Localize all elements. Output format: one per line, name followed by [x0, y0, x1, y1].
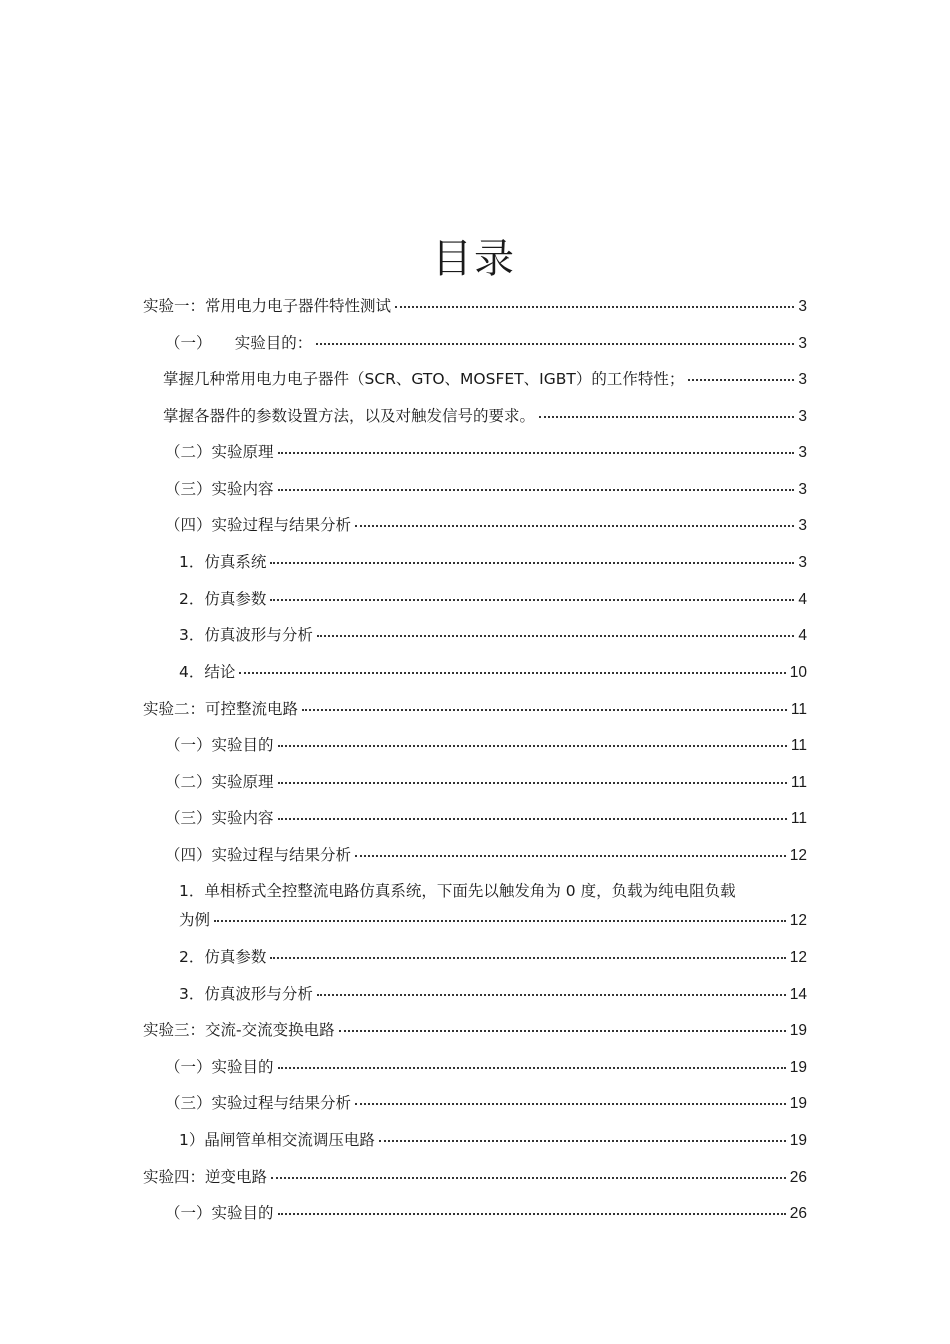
dot-leader: [317, 635, 795, 637]
toc-page-number: 3: [798, 408, 807, 425]
toc-entry[interactable]: [163, 369, 807, 390]
dot-leader: [355, 855, 786, 857]
toc-page-number: 3: [798, 554, 807, 571]
toc-page-number: 14: [789, 986, 807, 1003]
dot-leader: [278, 782, 787, 784]
dot-leader: [688, 379, 794, 381]
toc-entry-label: （二）实验原理: [165, 773, 274, 791]
toc-entry-label: （三）实验内容: [165, 809, 274, 827]
toc-page-number: 10: [789, 664, 807, 681]
toc-entry-label: 掌握几种常用电力电子器件（SCR、GTO、MOSFET、IGBT）的工作特性；: [163, 370, 685, 388]
dot-leader: [270, 562, 794, 564]
toc-entry[interactable]: [179, 625, 807, 646]
toc-page-number: 3: [798, 335, 807, 352]
toc-page-number: 12: [789, 949, 807, 966]
dot-leader: [278, 1067, 786, 1069]
toc-entry-label: 掌握各器件的参数设置方法，以及对触发信号的要求。: [163, 407, 536, 425]
toc-entry[interactable]: [163, 406, 807, 427]
toc-entry-label: （三）实验内容: [165, 480, 274, 498]
toc-entry-label: （二）实验原理: [165, 443, 274, 461]
toc-page-number: 4: [798, 627, 807, 644]
toc-entry-label: 1．单相桥式全控整流电路仿真系统，下面先以触发角为 0 度，负载为纯电阻负载: [179, 882, 736, 900]
toc-entry[interactable]: [165, 333, 807, 354]
dot-leader: [339, 1030, 786, 1032]
toc-entry-label: （一）实验目的: [165, 1204, 274, 1222]
toc-entry[interactable]: [143, 1020, 807, 1041]
toc-entry[interactable]: [143, 699, 807, 720]
dot-leader: [278, 452, 795, 454]
toc-entry-label: 2．仿真参数: [179, 590, 267, 608]
toc-page-number: 26: [789, 1205, 807, 1222]
toc-entry[interactable]: [165, 1093, 807, 1114]
toc-entry-label: 实验四：逆变电路: [143, 1168, 268, 1186]
toc-page-number: 11: [790, 810, 807, 827]
dot-leader: [317, 994, 786, 996]
toc-entry[interactable]: [165, 442, 807, 463]
dot-leader: [278, 745, 787, 747]
toc-entry[interactable]: [179, 947, 807, 968]
dot-leader: [278, 818, 787, 820]
toc-entry-first-line[interactable]: [179, 881, 807, 901]
toc-entry[interactable]: [165, 772, 807, 793]
dot-leader: [278, 489, 795, 491]
toc-page-number: 19: [789, 1095, 807, 1112]
dot-leader: [539, 416, 794, 418]
toc-entry[interactable]: [179, 984, 807, 1005]
dot-leader: [302, 709, 787, 711]
dot-leader: [355, 525, 794, 527]
toc-page-number: 11: [790, 737, 807, 754]
dot-leader: [316, 343, 794, 345]
toc-entry[interactable]: [165, 1057, 807, 1078]
toc-entry-label-continued: 为例: [179, 911, 211, 929]
dot-leader: [271, 1177, 786, 1179]
toc-page-number: 4: [798, 591, 807, 608]
toc-entry[interactable]: [165, 845, 807, 866]
toc-page-number: 12: [789, 912, 807, 929]
toc-entry-label: （四）实验过程与结果分析: [165, 846, 352, 864]
toc-page-number: 12: [789, 847, 807, 864]
toc-entry[interactable]: [179, 662, 807, 683]
toc-entry-label: 1．仿真系统: [179, 553, 267, 571]
dot-leader: [379, 1140, 786, 1142]
dot-leader: [270, 957, 785, 959]
toc-entry[interactable]: [165, 1203, 807, 1224]
toc-page-number: 3: [798, 444, 807, 461]
toc-page-number: 19: [789, 1022, 807, 1039]
toc-entry-label: （一）实验目的: [165, 1058, 274, 1076]
toc-page-number: 26: [789, 1169, 807, 1186]
toc-page-number: 3: [798, 371, 807, 388]
dot-leader: [239, 672, 785, 674]
toc-entry[interactable]: [165, 735, 807, 756]
toc-entry-label: （一） 实验目的：: [165, 334, 313, 352]
dot-leader: [395, 306, 794, 308]
page-title: [0, 227, 950, 284]
toc-entry-label: 实验一：常用电力电子器件特性测试: [143, 297, 392, 315]
toc-entry-label: （四）实验过程与结果分析: [165, 516, 352, 534]
dot-leader: [270, 599, 794, 601]
toc-entry-label: 2．仿真参数: [179, 948, 267, 966]
toc-entry[interactable]: [179, 552, 807, 573]
toc-entry[interactable]: [143, 296, 807, 317]
toc-page-number: 3: [798, 517, 807, 534]
toc-entry-label: 4．结论: [179, 663, 236, 681]
toc-entry-label: 3．仿真波形与分析: [179, 626, 313, 644]
toc-entry-label: 实验三：交流-交流变换电路: [143, 1021, 335, 1039]
toc-entry[interactable]: [165, 808, 807, 829]
toc-entry-label: （三）实验过程与结果分析: [165, 1094, 352, 1112]
toc-entry[interactable]: [165, 515, 807, 536]
toc-entry[interactable]: [179, 1130, 807, 1151]
title-text: 目录: [432, 235, 516, 282]
toc-page-number: 11: [790, 701, 807, 718]
toc-entry-label: 3．仿真波形与分析: [179, 985, 313, 1003]
toc-entry-label: 实验二：可控整流电路: [143, 700, 299, 718]
toc-entry[interactable]: [143, 1167, 807, 1188]
toc-entry-label: （一）实验目的: [165, 736, 274, 754]
toc-page-number: 3: [798, 481, 807, 498]
toc-entry[interactable]: [165, 479, 807, 500]
toc-page-number: 19: [789, 1132, 807, 1149]
dot-leader: [278, 1213, 786, 1215]
toc-page-number: 3: [798, 298, 807, 315]
toc-entry-label: 1）晶闸管单相交流调压电路: [179, 1131, 375, 1149]
dot-leader: [355, 1103, 786, 1105]
dot-leader: [214, 920, 786, 922]
toc-entry[interactable]: [179, 589, 807, 610]
toc-entry[interactable]: [179, 910, 807, 931]
toc-page-number: 11: [790, 774, 807, 791]
toc-page-number: 19: [789, 1059, 807, 1076]
